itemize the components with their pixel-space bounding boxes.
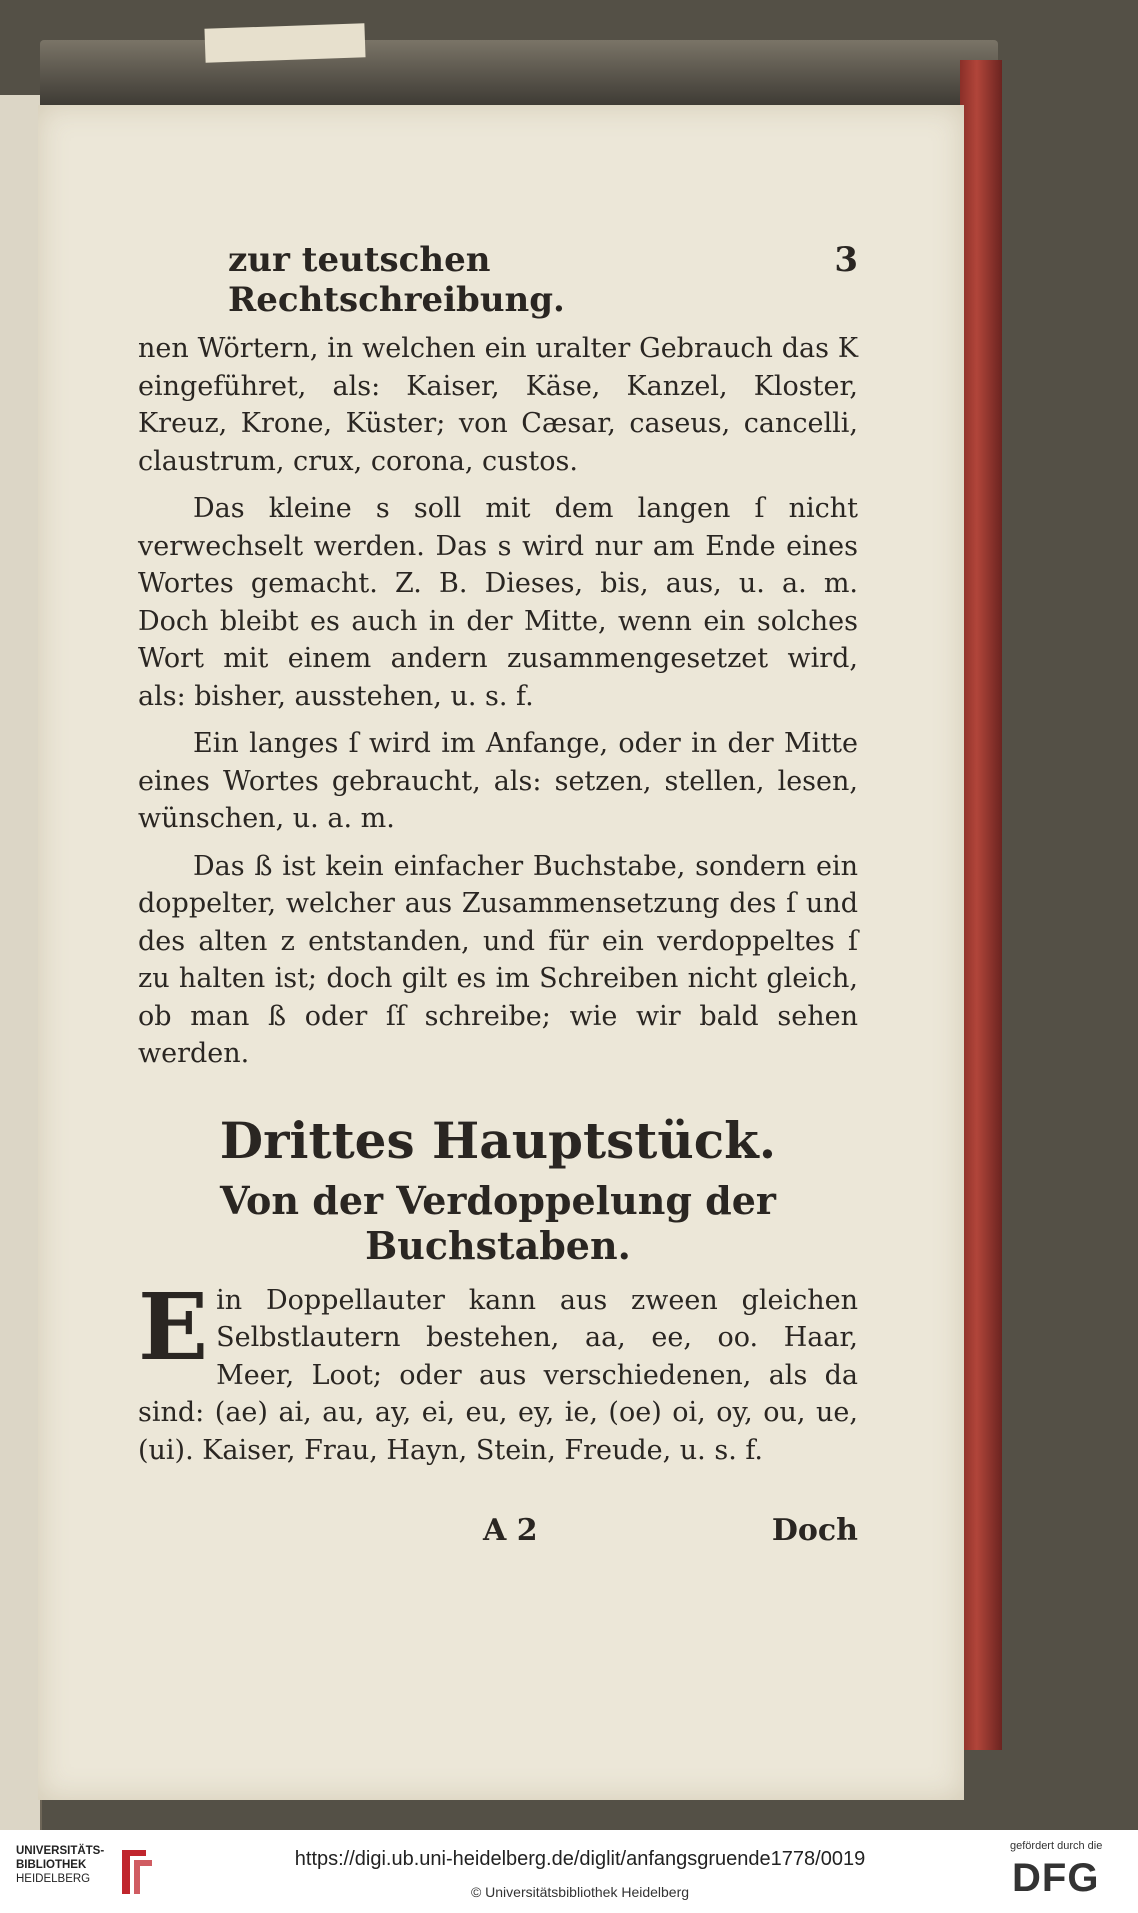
library-name-line2: BIBLIOTHEK bbox=[16, 1859, 87, 1871]
permalink-url[interactable]: https://digi.ub.uni-heidelberg.de/diglit/anfangsgruende1778/0019 bbox=[294, 1848, 866, 1870]
paragraph-eszett: Das ß ist kein einfacher Buchstabe, sondern ein doppelter, welcher aus Zusammensetzung des ſ und des alten z entstanden, und für ein verdoppeltes ſ zu halten ist; doch gilt es im Schreiben nicht gleich, ob man ß oder ſſ schreibe; wie wir bald sehen werden. bbox=[138, 850, 858, 1069]
funding-caption: gefördert durch die bbox=[1010, 1840, 1103, 1852]
book-cover-edge bbox=[960, 60, 1002, 1750]
dfg-logo[interactable]: DFG bbox=[1012, 1856, 1100, 1900]
library-name-line1: UNIVERSITÄTS- bbox=[16, 1845, 105, 1857]
page-number: 3 bbox=[834, 240, 858, 280]
paragraph-diphthongs bbox=[138, 1272, 858, 1470]
copyright-notice: © Universitätsbibliothek Heidelberg bbox=[470, 1884, 690, 1900]
library-footer-bar bbox=[0, 1830, 1138, 1913]
catchword: Doch bbox=[771, 1513, 858, 1548]
paragraph-small-s: Das kleine s soll mit dem langen ſ nicht verwechselt werden. Das s wird nur am Ende eines Wortes gemacht. Z. B. Dieses, bis, aus, u. a. m. Doch bleibt es auch in der Mitte, wenn ein solches Wort mit einem andern zusammengesetzet wird, als: bisher, ausstehen, u. s. f. bbox=[138, 493, 858, 712]
book-top-edge bbox=[40, 40, 998, 110]
signature-mark: A 2 bbox=[483, 1513, 538, 1548]
drop-initial: E bbox=[138, 1272, 209, 1381]
library-emblem-icon bbox=[116, 1844, 158, 1900]
page-text-block bbox=[138, 240, 858, 1548]
book-page bbox=[38, 105, 964, 1800]
chapter-title: Drittes Hauptstück. bbox=[219, 1110, 777, 1170]
section-title: Von der Verdoppelung der Buchstaben. bbox=[220, 1177, 776, 1268]
paragraph-long-s: Ein langes ſ wird im Anfange, oder in der Mitte eines Wortes gebraucht, als: setzen, stellen, lesen, wünschen, u. a. m. bbox=[138, 728, 858, 834]
page-footer-line bbox=[138, 1513, 858, 1548]
facing-page-edge bbox=[0, 95, 42, 1830]
running-head bbox=[138, 240, 858, 320]
library-name-line3: HEIDELBERG bbox=[16, 1873, 91, 1885]
paragraph-continued: nen Wörtern, in welchen ein uralter Gebrauch das K eingeführet, als: Kaiser, Käse, Kanzel, Kloster, Kreuz, Krone, Küster; von Cæsar, caseus, cancelli, claustrum, crux, corona, custos. bbox=[138, 333, 858, 477]
paragraph-diphthongs-text: in Doppellauter kann aus zween gleichen Selbstlautern bestehen, aa, ee, oo. Haar, Meer, Loot; oder aus verschiedenen, als da sind: (ae) ai, au, ay, ei, eu, ey, ie, (oe) oi, oy, ou, ue, (ui). Kaiser, Frau, Hayn, Stein, Freude, u. s. f. bbox=[138, 1284, 858, 1466]
running-head-title: zur teutschen Rechtschreibung. bbox=[228, 240, 565, 320]
shelf-label-sticker bbox=[204, 23, 365, 63]
